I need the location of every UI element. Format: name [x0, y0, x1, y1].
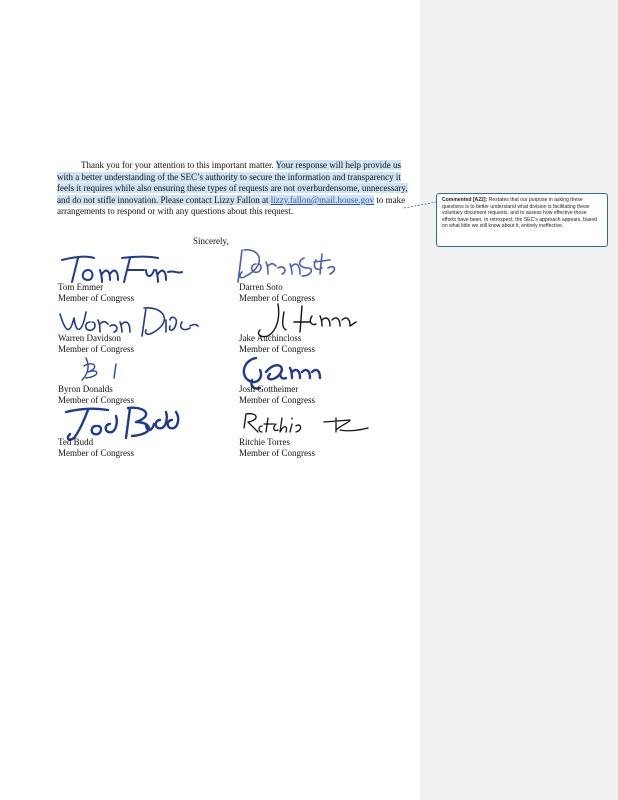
- paragraph-tail: to make arrangements to respond or with any questions about this request.: [57, 194, 406, 217]
- letter-paragraph: [57, 160, 419, 218]
- signer-title: Member of Congress: [58, 447, 134, 458]
- signer-name: Ted Budd: [58, 437, 94, 447]
- signature-ritchie-torres: [240, 408, 370, 440]
- signature-darren-soto: [232, 246, 342, 286]
- signer-block: [58, 333, 228, 355]
- signature-tom-emmer: [58, 252, 188, 286]
- signer-name: Josh Gottheimer: [239, 384, 299, 394]
- signer-name: Ritchie Torres: [239, 437, 290, 447]
- contact-email-link[interactable]: lizzy.fallon@mail.house.gov: [270, 194, 375, 205]
- signer-block: [239, 437, 409, 459]
- signer-block: [239, 384, 409, 406]
- signer-name: Byron Donalds: [58, 384, 113, 394]
- comment-balloon[interactable]: [436, 193, 608, 247]
- comment-margin-pane: [420, 0, 618, 800]
- paragraph-opening: Thank you for your attention to this important matter.: [81, 160, 274, 170]
- signature-byron-donalds: [76, 354, 136, 384]
- signer-title: Member of Congress: [239, 343, 315, 354]
- signer-name: Tom Emmer: [58, 282, 104, 292]
- signer-block: [239, 282, 409, 304]
- signer-title: Member of Congress: [239, 447, 315, 458]
- signer-name: Darren Soto: [239, 282, 283, 292]
- signer-block: [58, 384, 228, 406]
- signer-title: Member of Congress: [239, 292, 315, 303]
- comment-text: Restates that our purpose in asking these questions is to better understand what division is facilitating these voluntary document requests, and to assess how effective those efforts have been. In retrospect, the SEC’s approach appears, based on what little we still know about it, entirely ineffective.: [442, 197, 597, 230]
- signer-name: Warren Davidson: [58, 333, 122, 343]
- closing-sincerely: Sincerely,: [193, 236, 229, 246]
- signer-block: [239, 333, 409, 355]
- comment-label: Commented [A22]:: [442, 197, 488, 203]
- signer-title: Member of Congress: [239, 394, 315, 405]
- signer-name: Jake Auchincloss: [239, 333, 302, 343]
- signer-title: Member of Congress: [58, 292, 134, 303]
- signer-title: Member of Congress: [58, 343, 134, 354]
- signer-block: [58, 282, 228, 304]
- highlighted-commented-text[interactable]: Your response will help provide us with a better understanding of the SEC’s authority to secure the information and transparency it feels it requires while also ensuring these types of requests are not overburdensome, unnecessary, and do not stifle innovation. Please contact Lizzy Fallon at lizzy.fallon@mail.house.gov: [57, 160, 408, 205]
- signer-block: [58, 437, 228, 459]
- signer-title: Member of Congress: [58, 394, 134, 405]
